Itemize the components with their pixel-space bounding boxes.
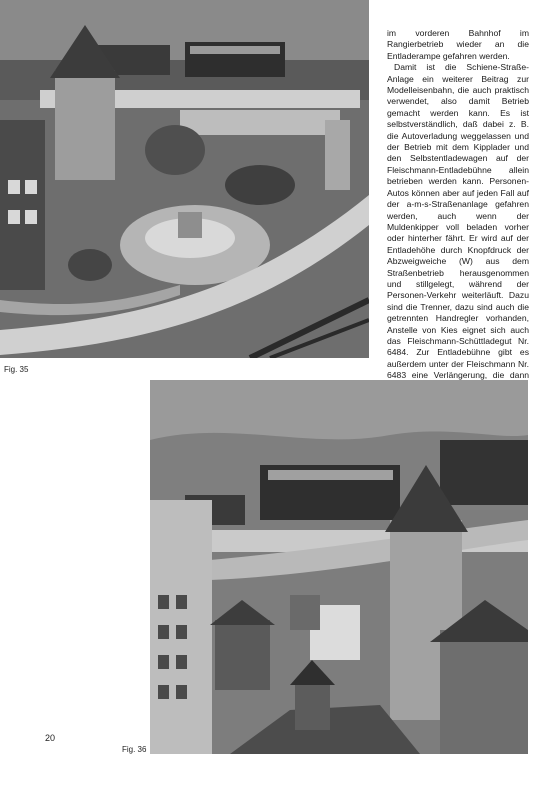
figure-35-photo xyxy=(0,0,369,358)
figure-35-caption: Fig. 35 xyxy=(4,365,29,374)
model-railway-scene-image xyxy=(0,0,369,358)
figure-36-caption: Fig. 36 xyxy=(122,745,147,754)
paragraph: Damit ist die Schiene-Straße-Anlage ein weiterer Beitrag zur Modelleisenbahn, die auch praktisch verwendet, also damit Betrieb gemacht werden kann. Es ist selbstverständlich, daß dabei z. B. die Autoverladung weggelassen und der Betrieb mit dem Kipplader und den Selbstentladewagen auf der Fleischmann-Entladebühne allein betrieben werden kann. Personen-Autos können aber auf jeden Fall auf der a-m-s-Straßenanlage gefahren werden, auch wenn der Muldenkipper voll beladen vorher oder hinterher fährt. Er wird auf der Entladehöhe durch Knopfdruck der Abzweigweiche (W) aus dem Straßenbetrieb herausgenommen und stillgelegt, während der Personen-Verkehr weiterläuft. Dazu sind die Trenner, dazu sind auch die getrennten Handregler vorhanden, Anstelle von Kies eignet sich auch das Fleischmann-Schüttladegut Nr. 6484. Zur Entladebühne gibt es außerdem unter der Fleischmann Nr. 6483 eine Verlängerung, die dann xyxy=(387,62,529,381)
article-text-column xyxy=(387,28,529,393)
figure-36-photo xyxy=(150,380,528,754)
page-number: 20 xyxy=(45,733,56,743)
paragraph: im vorderen Bahnhof im Rangierbetrieb wieder an die Entladerampe gefahren werden. xyxy=(387,28,529,61)
model-railway-town-image xyxy=(150,380,528,754)
